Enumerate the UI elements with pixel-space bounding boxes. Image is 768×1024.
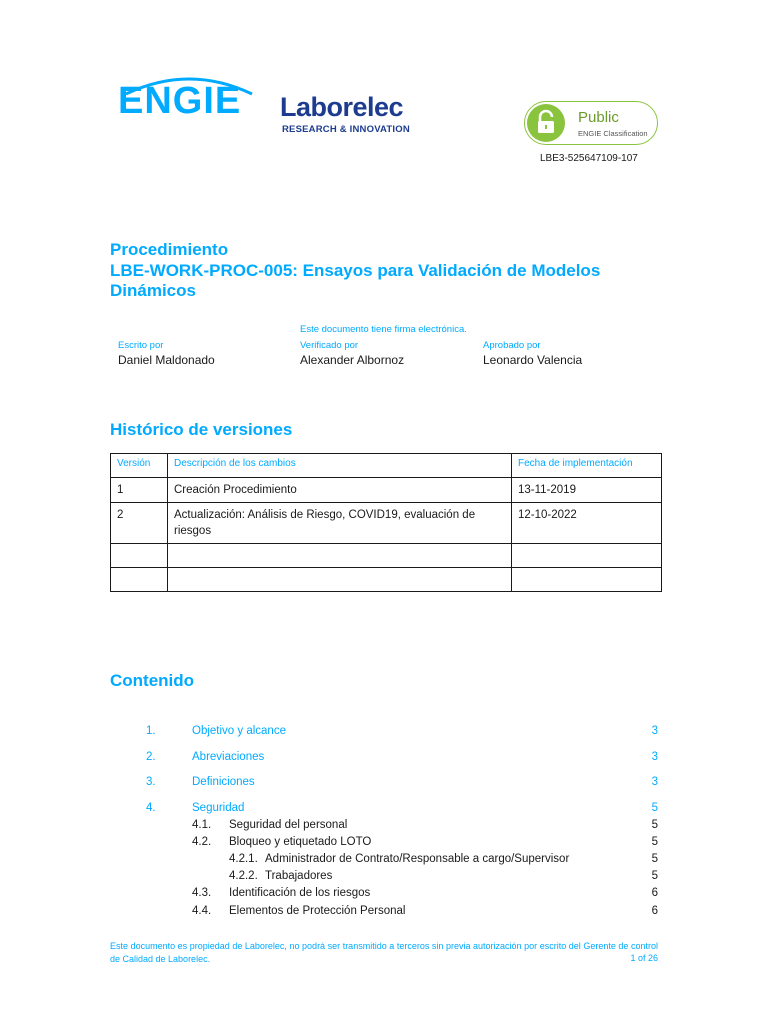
toc-number: 1. bbox=[146, 725, 156, 737]
toc-label: Abreviaciones bbox=[192, 751, 265, 763]
toc-number: 4.1. bbox=[192, 819, 212, 831]
table-cell: 1 bbox=[111, 478, 168, 503]
toc-number: 4.3. bbox=[192, 887, 212, 899]
toc-item-4-4[interactable] bbox=[192, 905, 406, 917]
verified-by-label: Verificado por bbox=[300, 340, 359, 351]
toc-number: 3. bbox=[146, 776, 156, 788]
table-cell: 13-11-2019 bbox=[512, 478, 662, 503]
classification-label: Public bbox=[578, 109, 619, 126]
document-title bbox=[110, 240, 670, 302]
toc-label: Seguridad del personal bbox=[229, 819, 348, 831]
toc-label: Seguridad bbox=[192, 802, 245, 814]
table-cell bbox=[512, 568, 662, 592]
toc-item-4-1[interactable] bbox=[192, 819, 348, 831]
toc-page: 5 bbox=[651, 870, 658, 882]
toc-page: 3 bbox=[651, 751, 658, 763]
title-line-1: Procedimiento bbox=[110, 240, 229, 259]
toc-number: 4.2. bbox=[192, 836, 212, 848]
history-heading: Histórico de versiones bbox=[110, 420, 293, 439]
signature-note: Este documento tiene firma electrónica. bbox=[300, 324, 467, 335]
laborelec-tagline: RESEARCH & INNOVATION bbox=[282, 124, 410, 135]
table-cell bbox=[512, 544, 662, 568]
table-row bbox=[111, 503, 662, 544]
toc-page: 5 bbox=[651, 853, 658, 865]
page-number: 1 of 26 bbox=[630, 953, 658, 963]
engie-logo: ENGIE bbox=[118, 80, 242, 122]
table-row bbox=[111, 568, 662, 592]
toc-number: 4. bbox=[146, 802, 156, 814]
toc-page: 3 bbox=[651, 725, 658, 737]
toc-label: Administrador de Contrato/Responsable a cargo/Supervisor bbox=[265, 853, 570, 865]
column-header: Fecha de implementación bbox=[512, 454, 662, 478]
verified-by-name: Alexander Albornoz bbox=[300, 353, 405, 367]
approved-by-label: Aprobado por bbox=[483, 340, 541, 351]
toc-page: 3 bbox=[651, 776, 658, 788]
table-row bbox=[111, 478, 662, 503]
table-header-row bbox=[111, 454, 662, 478]
document-id: LBE3-525647109-107 bbox=[540, 153, 638, 164]
table-cell bbox=[111, 544, 168, 568]
toc-page: 6 bbox=[651, 887, 658, 899]
toc-page: 6 bbox=[651, 905, 658, 917]
title-line-2: LBE-WORK-PROC-005: Ensayos para Validación de Modelos bbox=[110, 260, 601, 280]
toc-label: Elementos de Protección Personal bbox=[229, 905, 406, 917]
toc-label: Bloqueo y etiquetado LOTO bbox=[229, 836, 372, 848]
toc-item-4-2-2[interactable] bbox=[229, 870, 333, 882]
toc-item-2[interactable] bbox=[146, 751, 265, 763]
toc-item-1[interactable] bbox=[146, 725, 286, 737]
toc-page: 5 bbox=[651, 819, 658, 831]
toc-item-4-2-1[interactable] bbox=[229, 853, 570, 865]
toc-label: Definiciones bbox=[192, 776, 255, 788]
approved-by-name: Leonardo Valencia bbox=[483, 353, 583, 367]
toc-item-3[interactable] bbox=[146, 776, 255, 788]
toc-number: 4.2.1. bbox=[229, 853, 258, 865]
laborelec-logo: Laborelec bbox=[280, 92, 404, 122]
footer-notice: Este documento es propiedad de Laborelec, no podrá ser transmitido a terceros sin previa autorización por escrito del Gerente de control de Calidad de Laborelec. bbox=[110, 941, 658, 964]
table-cell: Creación Procedimiento bbox=[168, 478, 512, 503]
toc-item-4[interactable] bbox=[146, 802, 245, 814]
table-cell: 2 bbox=[111, 503, 168, 544]
table-row bbox=[111, 544, 662, 568]
toc-page: 5 bbox=[651, 802, 658, 814]
table-cell: 12-10-2022 bbox=[512, 503, 662, 544]
lock-icon bbox=[527, 104, 565, 142]
table-cell bbox=[168, 568, 512, 592]
classification-badge bbox=[524, 101, 658, 145]
table-cell: Actualización: Análisis de Riesgo, COVID19, evaluación de riesgos bbox=[168, 503, 512, 544]
column-header: Versión bbox=[111, 454, 168, 478]
toc-label: Trabajadores bbox=[265, 870, 333, 882]
toc-item-4-3[interactable] bbox=[192, 887, 371, 899]
toc-label: Identificación de los riesgos bbox=[229, 887, 371, 899]
table-cell bbox=[111, 568, 168, 592]
written-by-name: Daniel Maldonado bbox=[118, 353, 215, 367]
contents-heading: Contenido bbox=[110, 671, 195, 690]
versions-table bbox=[110, 453, 662, 592]
column-header: Descripción de los cambios bbox=[168, 454, 512, 478]
classification-sub: ENGIE Classification bbox=[578, 129, 648, 138]
toc-page: 5 bbox=[651, 836, 658, 848]
written-by-label: Escrito por bbox=[118, 340, 164, 351]
toc-item-4-2[interactable] bbox=[192, 836, 372, 848]
title-line-3: Dinámicos bbox=[110, 281, 196, 300]
toc-label: Objetivo y alcance bbox=[192, 725, 286, 737]
toc-number: 4.4. bbox=[192, 905, 212, 917]
toc-number: 4.2.2. bbox=[229, 870, 258, 882]
toc-number: 2. bbox=[146, 751, 156, 763]
table-cell bbox=[168, 544, 512, 568]
